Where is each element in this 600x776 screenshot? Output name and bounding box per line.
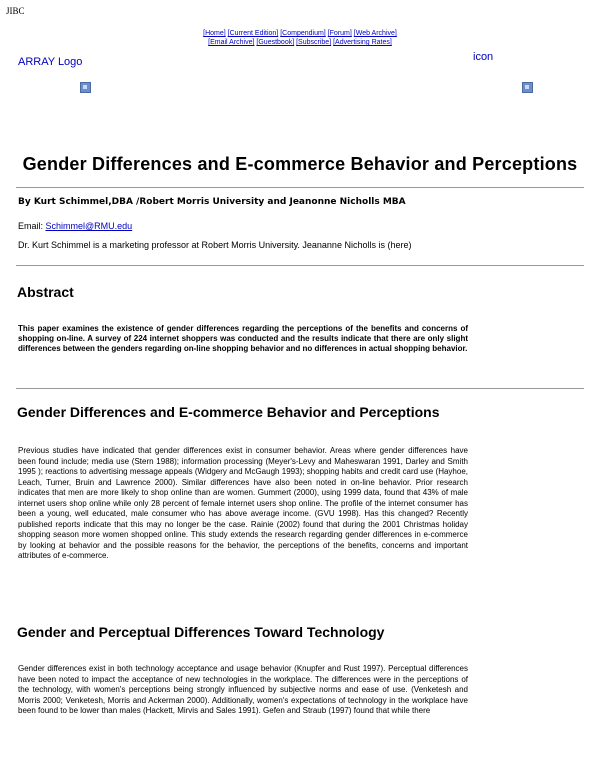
author-bio: Dr. Kurt Schimmel is a marketing professor at Robert Morris University. Jeananne Nicholls is (here) [18,240,412,250]
header-icon-alt[interactable]: icon [473,51,494,63]
divider [16,388,584,389]
nav-link-email-archive[interactable]: [Email Archive] [208,39,255,46]
email-label: Email: [18,221,46,231]
authors-line: By Kurt Schimmel,DBA /Robert Morris University and Jeanonne Nicholls MBA [18,197,406,207]
image-icon[interactable] [80,82,91,93]
image-icon[interactable] [522,82,533,93]
nav-link-forum[interactable]: [Forum] [327,30,352,37]
nav-link-web-archive[interactable]: [Web Archive] [353,30,397,37]
section-heading-ecommerce: Gender Differences and E-commerce Behavior and Perceptions [17,404,440,420]
section-heading-technology: Gender and Perceptual Differences Toward Technology [17,624,385,640]
nav-row-2 [0,39,600,46]
site-tag: JIBC [6,6,25,16]
divider [16,265,584,266]
section-body-ecommerce: Previous studies have indicated that gender differences exist in consumer behavior. Areas where gender differences have been found include; media use (Stern 1988); information processing (Meyer's-Levy and Maheswaran 1991, Darley and Smith 1995 ); reactions to advertising message appeals (Widgery and McGaugh 1993); shopping habits and credit card use (Hayhoe, Leach, Turner, Bruin and Lawrence 2000). Similar differences have also been noted in on-line behavior. Prior research indicates that men are more likely to shop online than are women. Gummert (2000), using 1999 data, found that 43% of male internet users shop online while only 28 percent of female internet users shop online. The profile of the internet consumer has been a young, well educated, male consumer who has above average income. (GVU 1998). Has this changed? Recently published reports indicate that this may no longer be the case. Rainie (2002) found that during the 2001 Christmas holiday shopping season more women shopped online. This study extends the research regarding gender differences in e-commerce by looking at behavior and the possible reasons for the behavior, the perceptions of the benefits, concerns and important attributes of e-commerce. [18,446,468,560]
nav-link-advertising-rates[interactable]: [Advertising Rates] [333,39,392,46]
nav-link-compendium[interactable]: [Compendium] [280,30,326,37]
divider [16,187,584,188]
nav-link-subscribe[interactable]: [Subscribe] [296,39,332,46]
email-link[interactable]: Schimmel@RMU.edu [45,221,133,231]
email-line [18,221,132,231]
section-body-technology: Gender differences exist in both technology acceptance and usage behavior (Knupfer and Rust 1997). Perceptual differences have been noted to impact the acceptance of new technologies in the workplace. The differences were in the perceptions of the technology, with women's perceptions being strongly influenced by subjective norms and ease of use. (Venketesh and Morris 2000; Venketesh, Morris and Ackerman 2000). Additionally, women's expectations of technology in the workplace have been found to be lower than males (Hackett, Mirvis and Sales 1991). Gefen and Straub (1997) found that while there [18,664,468,715]
abstract-body: This paper examines the existence of gender differences regarding the perceptions of the benefits and concerns of shopping on-line. A survey of 224 internet shoppers was conducted and the results indicate that there are only slight differences between the genders regarding on-line shopping behavior and no differences in actual shopping behavior. [18,324,468,353]
abstract-heading: Abstract [17,284,74,300]
nav-link-current-edition[interactable]: [Current Edition] [227,30,279,37]
nav-link-home[interactable]: [Home] [203,30,226,37]
nav-row-1 [0,30,600,37]
array-logo[interactable]: ARRAY Logo [18,56,83,68]
page-title: Gender Differences and E-commerce Behavior and Perceptions [22,154,578,174]
nav-link-guestbook[interactable]: [Guestbook] [256,39,295,46]
